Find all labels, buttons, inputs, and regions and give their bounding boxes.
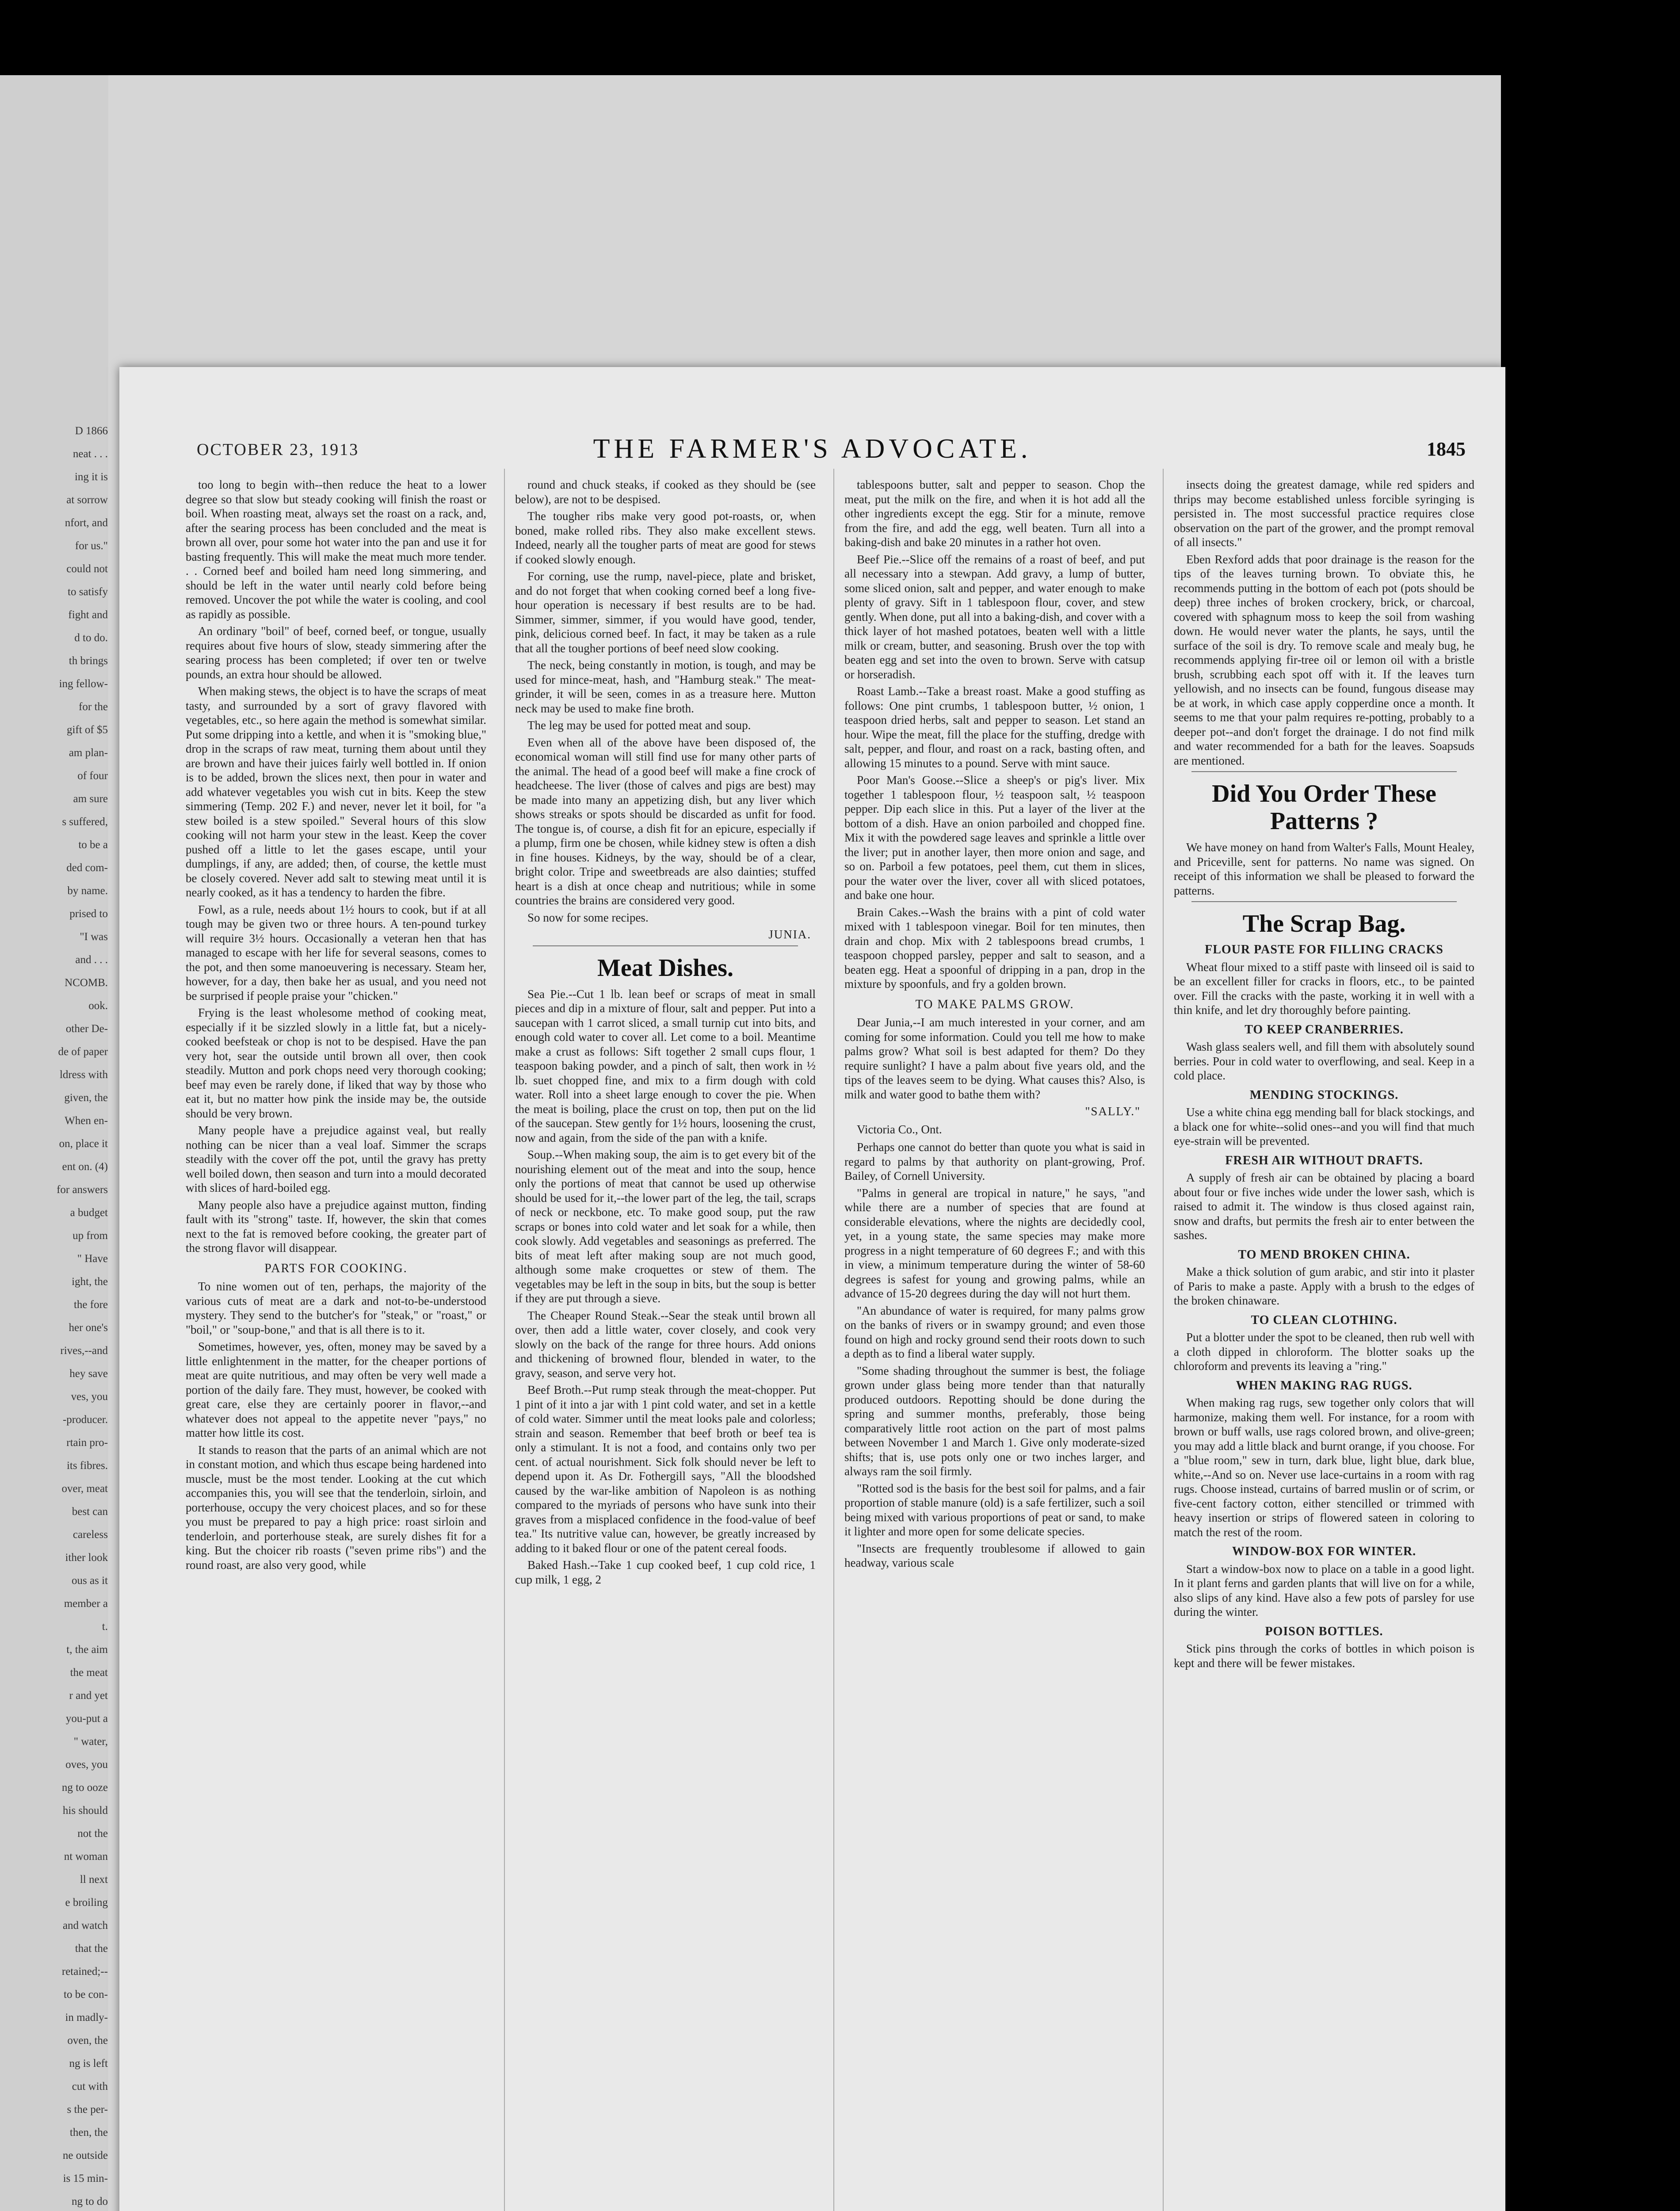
divider: [1191, 771, 1457, 772]
divider: [533, 945, 798, 946]
paragraph: too long to begin with--then reduce the heat to a lower degree so that slow but steady cooking will finish the roast or boil. When roasting meat, always set the roast on a rack, and, after the searing process has been concluded and the meat is brown all over, pour some hot water into the pan and use it for basting frequently. This will make the meat much more tender. . . Corned beef and boiled ham need long simmering, and should be left in the water until nearly cold before being removed. Uncover the pot while the water is cooling, and cool as rapidly as possible.: [186, 478, 486, 621]
paragraph: Many people have a prejudice against veal, but really nothing can be nicer than a veal loaf. Simmer the scraps steadily with the cover off the pot, until the gravy has pretty well boiled down, then season and turn into a mould decorated with slices of hard-boiled egg.: [186, 1124, 486, 1194]
fragment-line: ight, the: [72, 1276, 108, 1288]
fragment-line: the meat: [70, 1667, 108, 1679]
paragraph: Sometimes, however, yes, often, money may be saved by a little enlightenment in the matter, for the cheaper portions of meat are quite nutritious, and may often be very well made a portion of the daily fare. They must, however, be cooked with great care, else they are certainly poorer in flavor,--and whatever does not appeal to the appetite never "pays," no matter how little its cost.: [186, 1340, 486, 1439]
fragment-line: the fore: [73, 1299, 108, 1311]
fragment-line: in madly-: [65, 2012, 108, 2024]
paragraph: Eben Rexford adds that poor drainage is the reason for the tips of the leaves turning brown. To obviate this, he recommends putting in the bottom of each pot (pots should be deep) three inches of broken crockery, brick, or charcoal, covered with sphagnum moss to keep the soil from washing down. He would never water the plants, he says, until the surface of the soil is dry. To remove scale and mealy bug, he recommends applying fir-tree oil or lemon oil with a bristle brush, scrubbing each spot off with it. If the leaves turn yellowish, and no insects can be found, fungous disease may be at work, in which case apply copperdine once a month. It seems to me that your palm requires re-potting, probably to a deeper pot--and don't forget the drainage. I do not find milk and water recommended for a bath for the leaves. Soapsuds are mentioned.: [1174, 552, 1474, 767]
fragment-line: member a: [64, 1598, 108, 1610]
scrap-item-text: Start a window-box now to place on a table in a good light. In it plant ferns and garden plants that will live on for a while, also slips of any kind. Have also a few pots of parsley for use during the winter.: [1174, 1562, 1474, 1618]
fragment-line: t.: [102, 1621, 108, 1633]
fragment-line: s the per-: [67, 2104, 108, 2115]
fragment-line: ng to do: [72, 2196, 108, 2207]
fragment-line: th brings: [69, 655, 108, 667]
fragment-line: r and yet: [69, 1690, 108, 1702]
fragment-line: "I was: [80, 931, 108, 943]
paragraph: Roast Lamb.--Take a breast roast. Make a good stuffing as follows: One pint crumbs, 1 tablespoon butter, ½ onion, 1 teaspoon dried herbs, salt and pepper to season. Let stand an hour. Wipe the meat, fill the place for the stuffing, dredge with salt, pepper, and flour, and roast on a rack, basting often, and allowing 15 minutes to a pound. Serve with mint sauce.: [844, 685, 1145, 770]
scrap-item-text: Put a blotter under the spot to be cleaned, then rub well with a cloth dipped in chloroform. The blotter soaks up the chloroform and prevents its leaving a "ring.": [1174, 1331, 1474, 1373]
section-heading: Did You Order These Patterns ?: [1212, 780, 1436, 835]
scrap-item-title: TO KEEP CRANBERRIES.: [1245, 1022, 1404, 1037]
paragraph: Soup.--When making soup, the aim is to get every bit of the nourishing element out of the meat and into the soup, hence only the portions of meat that cannot be used up otherwise should be used for it,--the lower part of the leg, the tail, scraps of neck or neckbone, etc. To make good soup, put the raw scraps or bones into cold water and let soak for a while, then cook slowly. Add vegetables and seasonings as preferred. The bits of meat left after making soup are not much good, although some make croquettes or stew of them. The vegetables may be left in the soup in bits, but the soup is better if they are put through a sieve.: [515, 1148, 816, 1305]
scrap-item-title: TO MEND BROKEN CHINA.: [1238, 1247, 1410, 1262]
col4-paragraphs-2: [1174, 840, 1474, 898]
paragraph: To nine women out of ten, perhaps, the majority of the various cuts of meat are a dark and not-to-be-understood mystery. They send to the butcher's for "steak," or "roast," or "boil," or "soup-bone," and that is all there is to it.: [186, 1280, 486, 1336]
fragment-line: ing fellow-: [59, 678, 108, 690]
scrap-item-text: Stick pins through the corks of bottles in which poison is kept and there will be fewer mistakes.: [1174, 1642, 1474, 1670]
paragraph: The leg may be used for potted meat and soup.: [527, 719, 751, 732]
scrap-item-text: Use a white china egg mending ball for black stockings, and a black one for white--solid ones--and you will find that much eye-strain will be prevented.: [1174, 1106, 1474, 1148]
paragraph: The Cheaper Round Steak.--Sear the steak until brown all over, then add a little water, cover closely, and cook very slowly on the back of the range for three hours. Add onions and thickening of browned flour, blended in water, to the gravy, season, and serve very hot.: [515, 1308, 816, 1380]
col4-paragraphs: [1174, 478, 1474, 768]
fragment-line: oves, you: [65, 1759, 108, 1771]
column-rule: [833, 469, 834, 2211]
paragraph: The tougher ribs make very good pot-roasts, or, when boned, make rolled ribs. They also make excellent stews. Indeed, nearly all the tougher parts of meat are good for stews if cooked slowly enough.: [515, 509, 816, 566]
fragment-line: retained;--: [61, 1966, 108, 1978]
fragment-line: s suffered,: [62, 816, 108, 828]
col2-paragraphs: [515, 478, 816, 925]
fragment-line: given, the: [64, 1092, 108, 1104]
section-heading: Meat Dishes.: [597, 954, 733, 982]
column-2: [515, 478, 816, 1589]
fragment-line: by name.: [67, 885, 108, 897]
section-subhead: PARTS FOR COOKING.: [264, 1261, 408, 1275]
fragment-line: could not: [66, 563, 108, 575]
paragraph: Perhaps one cannot do better than quote you what is said in regard to palms by that authority on plant-growing, Prof. Bailey, of Cornell University.: [844, 1140, 1145, 1182]
paragraph: When making stews, the object is to have the scraps of meat tasty, and surrounded by a sort of gravy flavored with vegetables, etc., so here again the method is somewhat similar. Put some dripping into a kettle, and when it is "smoking blue," drop in the scraps of raw meat, turning them about until they are brown and have their juices fairly well bottled in. If onion is to be added, brown the slices next, then pour in water and add whatever vegetables you wish cut in bits. Keep the stew simmering (Temp. 202 F.) and never, never let it boil, for "a stew boiled is a stew spoiled." Several hours of this slow cooking will not harm your stew in the least. Keep the cover pushed off a little to let the gases escape, until your dumplings, if any, are added; then, of course, the kettle must be closely covered. Never add salt to stewing meat until it is nearly cooked, as it has a tendency to harden the fibre.: [186, 685, 486, 899]
paragraph: Poor Man's Goose.--Slice a sheep's or pig's liver. Mix together 1 tablespoon flour, ½ teaspoon salt, ½ teaspoon pepper. Dip each slice in this. Put a layer of the liver at the bottom of a dish. Have an onion parboiled and chopped fine. Mix it with the powdered sage leaves and sprinkle a little over the liver; put in another layer, then more onion and sage, and so on. Parboil a few potatoes, peel them, cut them in slices, pour the water over the liver, cover all with sliced potatoes, and bake one hour.: [844, 773, 1145, 902]
scrap-item-text: Wash glass sealers well, and fill them with absolutely sound berries. Pour in cold water to overflowing, and seal. Keep in a cold place.: [1174, 1040, 1474, 1082]
fragment-line: -producer.: [62, 1414, 108, 1426]
paragraph: "Palms in general are tropical in nature," he says, "and while there are a number of species that are found at considerable elevations, where the nights are decidedly cool, yet, in a young state, the same species may make more progress in a night temperature of 60 degrees F.; and with this in view, a minimum temperature during the winter of 58-60 degrees is safest for young and growing palms, while an advance of 15-20 degrees during the day will not hurt them.: [844, 1186, 1145, 1300]
paragraph: Many people also have a prejudice against mutton, finding fault with its "strong" taste. If, however, the skin that comes next to the fat is removed before cooking, the greater part of the strong flavor will disappear.: [186, 1198, 486, 1255]
fragment-line: then, the: [69, 2127, 108, 2138]
paragraph: Fowl, as a rule, needs about 1½ hours to cook, but if at all tough may be given two or three hours. A ten-pound turkey will require 3½ hours. Occasionally a veteran hen that has managed to escape with her life for several seasons, comes to the pot, and then some manoeuvering is necessary. Steam her, however, for a day, then bake her as usual, and you need not be surprised if people praise your "chicken.": [186, 903, 486, 1002]
fragment-line: of four: [77, 770, 108, 782]
fragment-line: ll next: [80, 1874, 108, 1886]
fragment-line: de of paper: [58, 1046, 108, 1058]
paragraph: Even when all of the above have been disposed of, the economical woman will still find use for many other parts of the animal. The head of a good beef will make a fine crock of headcheese. The liver (those of calves and pigs are best) may be made into many an appetizing dish, but any liver which shows streaks or spots should be discarded as unfit for food. The tongue is, of course, a dish fit for an epicure, especially if a plump, firm one be chosen, while kidney stew is often a dish in fine houses. Kidneys, by the way, should be of a clear, bright color. Tripe and sweetbreads are also dainties; stuffed heart is a dish at once cheap and nutritious; while in some countries the brains are considered very good.: [515, 735, 816, 907]
fragment-line: up from: [73, 1230, 108, 1242]
page-number: 1845: [1427, 438, 1466, 460]
fragment-line: " water,: [73, 1736, 108, 1748]
fragment-line: am sure: [73, 793, 108, 805]
column-1: [186, 478, 486, 1575]
fragment-line: ook.: [88, 1000, 108, 1012]
fragment-line: am plan-: [69, 747, 108, 759]
fragment-line: rtain pro-: [66, 1437, 108, 1449]
left-page-fragment: [0, 75, 111, 2211]
issue-date: OCTOBER 23, 1913: [197, 440, 359, 459]
fragment-line: that the: [75, 1943, 108, 1955]
scrap-item-title: TO CLEAN CLOTHING.: [1251, 1313, 1397, 1327]
fragment-line: When en-: [65, 1115, 108, 1127]
paragraph: "Some shading throughout the summer is best, the foliage grown under glass being more tender than that naturally produced outdoors. Repotting should be done during the spring and summer months, preferably, those being comparatively little root action on the part of most palms between November 1 and March 1. Give only moderate-sized shifts; that is, use pots only one or two inches larger, and always ram the soil firmly.: [844, 1364, 1145, 1478]
fragment-line: ing it is: [74, 471, 108, 483]
fragment-line: oven, the: [67, 2035, 108, 2047]
page-header: [119, 433, 1505, 469]
paragraph: Baked Hash.--Take 1 cup cooked beef, 1 cup cold rice, 1 cup milk, 1 egg, 2: [515, 1558, 816, 1586]
section-heading: The Scrap Bag.: [1242, 910, 1406, 937]
fragment-line: to be con-: [64, 1989, 108, 2001]
paragraph: An ordinary "boil" of beef, corned beef, or tongue, usually requires about five hours of slow, steady simmering after the searing process has been completed; if over ten or twelve pounds, an extra hour should be allowed.: [186, 624, 486, 681]
fragment-line: ded com-: [66, 862, 108, 874]
fragment-line: ldress with: [59, 1069, 108, 1081]
fragment-line: over, meat: [61, 1483, 108, 1495]
scrap-item-title: MENDING STOCKINGS.: [1249, 1088, 1399, 1102]
scrap-item-text: Make a thick solution of gum arabic, and stir into it plaster of Paris to make a paste. Apply with a brush to the edges of the broken chinaware.: [1174, 1265, 1474, 1307]
fragment-line: rives,--and: [60, 1345, 108, 1357]
paragraph: insects doing the greatest damage, while red spiders and thrips may become established unless forcible syringing is persisted in. The most successful practice requires close observation on the part of the grower, and the prompt removal of all insects.": [1174, 478, 1474, 549]
fragment-line: other De-: [65, 1023, 108, 1035]
section-subhead: TO MAKE PALMS GROW.: [915, 997, 1074, 1011]
fragment-line: you-put a: [65, 1713, 108, 1725]
fragment-line: nfort, and: [65, 517, 108, 529]
paragraph: The neck, being constantly in motion, is tough, and may be used for mince-meat, hash, and "Hamburg steak." The meat-grinder, it will be seen, comes in as a treasure here. Mutton neck may be used to make fine broth.: [515, 658, 816, 715]
fragment-line: a budget: [70, 1207, 108, 1219]
scrap-item-title: POISON BOTTLES.: [1265, 1624, 1383, 1638]
fragment-line: best can: [72, 1506, 108, 1518]
fragment-line: to be a: [78, 839, 108, 851]
fragment-line: d to do.: [74, 632, 108, 644]
paragraph: "An abundance of water is required, for many palms grow on the banks of rivers or in swampy ground; and even those found on high and rocky ground send their roots down to such a depth as to find a liberal water supply.: [844, 1304, 1145, 1360]
column-rule: [1163, 469, 1164, 2211]
fragment-line: ves, you: [71, 1391, 108, 1403]
fragment-line: ous as it: [72, 1575, 108, 1587]
paragraph: So now for some recipes.: [527, 910, 649, 924]
scrap-bag-items: [1174, 943, 1474, 1670]
paragraph: It stands to reason that the parts of an animal which are not in constant motion, and which thus escape being hardened into muscle, must be the most tender. Looking at the cut which accompanies this, you will see that the tenderloin, sirloin, and porterhouse, occupy the very choicest places, and so for these you must be prepared to pay a high price: roast sirloin and tenderloin, and porterhouse steak, are surely dishes fit for a king. But the choicer rib roasts ("seven prime ribs") and the round roast, are also very good, while: [186, 1443, 486, 1572]
paragraph: Beef Broth.--Put rump steak through the meat-chopper. Put 1 pint of it into a jar with 1 pint cold water, and set in a kettle of cold water. Simmer until the meat looks pale and colorless; strain and season. Remember that beef broth or beef tea is only a stimulant. It is not a food, and contains only two per cent. of actual nourishment. Sick folk should never be left to depend upon it. As Dr. Fothergill says, "All the bloodshed caused by the war-like ambition of Napoleon is as nothing compared to the myriads of persons who have sunk into their graves from a misplaced confidence in the food-value of beef tea." Its nutritive value can, however, be greatly increased by adding to it baked flour or one of the patent cereal foods.: [515, 1383, 816, 1555]
paragraph: Sea Pie.--Cut 1 lb. lean beef or scraps of meat in small pieces and dip in a mixture of flour, salt and pepper. Put into a saucepan with 1 carrot sliced, a small turnip cut into bits, and enough cold water to cover all. Let come to a boil. Meantime make a crust as follows: Sift together 2 small cups flour, 1 teaspoon baking powder, and a pinch of salt, then work in ½ lb. suet chopped fine, and mix to a firm dough with cold water. Roll into a sheet large enough to cover the pie. When the meat is boiling, place the crust on top, then put on the lid of the saucepan. Stew gently for 1½ hours, loosening the crust, now and again, from the side of the pan with a knife.: [515, 987, 816, 1144]
fragment-line: " Have: [77, 1253, 108, 1265]
column-4: [1174, 478, 1474, 1673]
newspaper-page: [119, 367, 1505, 2211]
letter-signature: "SALLY.": [1085, 1105, 1141, 1118]
fragment-line: is 15 min-: [63, 2173, 108, 2184]
col2-paragraphs-2: [515, 987, 816, 1587]
fragment-line: t, the aim: [66, 1644, 108, 1656]
scrap-item-title: FRESH AIR WITHOUT DRAFTS.: [1225, 1153, 1423, 1167]
col1-paragraphs-2: [186, 1279, 486, 1572]
letter-location: Victoria Co., Ont.: [857, 1122, 942, 1136]
fragment-line: ent on. (4): [62, 1161, 108, 1173]
paragraph: round and chuck steaks, if cooked as they should be (see below), are not to be despised.: [515, 478, 816, 506]
fragment-line: for answers: [57, 1184, 108, 1196]
fragment-line: not the: [77, 1828, 108, 1840]
fragment-line: and . . .: [75, 954, 108, 966]
fragment-line: ng is left: [69, 2058, 108, 2069]
fragment-line: neat . . .: [73, 448, 108, 460]
fragment-line: ither look: [65, 1552, 108, 1564]
paragraph: Beef Pie.--Slice off the remains of a roast of beef, and put all necessary into a stewpan. Add gravy, a lump of butter, some sliced onion, salt and pepper, and water enough to make plenty of gravy. Sift in 1 tablespoon flour, cover, and stew gently. When done, put all into a baking-dish, and cover with a thick layer of hot mashed potatoes, beaten well with a little milk or cream, butter, and seasoning. Brush over the top with beaten egg and set into the oven to brown. Serve with catsup or horseradish.: [844, 552, 1145, 681]
author-signature: JUNIA.: [768, 928, 811, 941]
fragment-line: gift of $5: [66, 724, 108, 736]
fragment-line: ng to ooze: [61, 1782, 108, 1794]
column-rule: [504, 469, 505, 2211]
fragment-line: D 1866: [75, 425, 108, 437]
fragment-line: at sorrow: [66, 494, 108, 506]
paragraph: "Insects are frequently troublesome if allowed to gain headway, various scale: [844, 1542, 1145, 1569]
col3-letter: [844, 1015, 1145, 1102]
paragraph: Dear Junia,--I am much interested in your corner, and am coming for some information. Could you tell me how to make palms grow? What soil is best adapted for them? Do they require sunlight? I have a palm about five years old, and the tips of the leaves seem to be dying. What causes this? Also, is milk and water good to bathe them with?: [844, 1016, 1145, 1101]
fragment-line: cut with: [72, 2081, 108, 2092]
scrap-item-text: A supply of fresh air can be obtained by placing a board about four or five inches wide under the lower sash, which is raised to admit it. The window is thus closed against rain, snow and drafts, but permits the fresh air to enter between the sashes.: [1174, 1171, 1474, 1242]
col3-paragraphs: [844, 478, 1145, 991]
fragment-line: to satisfy: [68, 586, 108, 598]
fragment-line: for the: [79, 701, 108, 713]
paragraph: For corning, use the rump, navel-piece, plate and brisket, and do not forget that when cooking corned beef a long five-hour operation is necessary if best results are to be had. Simmer, simmer, simmer, if you would have good, tender, pink, delicious corned beef. In fact, it may be taken as a rule that all the tougher portions of beef need slow cooking.: [515, 570, 816, 655]
fragment-line: for us.": [75, 540, 108, 552]
paragraph: "Rotted sod is the basis for the best soil for palms, and a fair proportion of stable manure (old) is a safe fertilizer, such a soil being mixed with various proportions of peat or sand, to make it lighter and more open for some delicate species.: [844, 1481, 1145, 1538]
divider: [1191, 901, 1457, 902]
masthead-title: THE FARMER'S ADVOCATE.: [593, 434, 1032, 464]
paragraph: Brain Cakes.--Wash the brains with a pint of cold water mixed with 1 tablespoon vinegar. Boil for ten minutes, then drain and chop. Mix with 2 tablespoons bread crumbs, 1 teaspoon chopped parsley, pepper and salt to season, and a beaten egg. Heat a spoonful of dripping in a pan, drop in the mixture by spoonfuls, and fry a golden brown.: [844, 905, 1145, 991]
fragment-line: its fibres.: [66, 1460, 108, 1472]
fragment-line: on, place it: [59, 1138, 108, 1150]
paragraph: We have money on hand from Walter's Falls, Mount Healey, and Priceville, sent for patterns. No name was signed. On receipt of this information we shall be pleased to forward the patterns.: [1174, 841, 1474, 897]
fragment-line: e broiling: [65, 1897, 108, 1909]
col3-paragraphs-3: [844, 1140, 1145, 1570]
scrap-item-title: FLOUR PASTE FOR FILLING CRACKS: [1205, 943, 1443, 956]
column-3: [844, 478, 1145, 1573]
scrap-item-title: WHEN MAKING RAG RUGS.: [1236, 1378, 1413, 1392]
fragment-line: prised to: [69, 908, 108, 920]
fragment-line: nt woman: [64, 1851, 108, 1863]
fragment-line: hey save: [69, 1368, 108, 1380]
fragment-line: careless: [73, 1529, 108, 1541]
fragment-line: fight and: [68, 609, 108, 621]
scrap-item-text: Wheat flour mixed to a stiff paste with linseed oil is said to be an excellent filler for cracks in floors, etc., to be painted over. Fill the cracks with the paste, working it in well with a thin knife, and let dry thoroughly before painting.: [1174, 960, 1474, 1017]
paragraph: tablespoons butter, salt and pepper to season. Chop the meat, put the milk on the fire, and when it is hot add all the other ingredients except the egg. Stir for a minute, remove from the fire, and add the egg, well beaten. Turn all into a baking-dish and bake 20 minutes in a rather hot oven.: [844, 478, 1145, 549]
fragment-line: ne outside: [62, 2150, 108, 2161]
fragment-line: and watch: [62, 1920, 108, 1932]
fragment-line: her one's: [69, 1322, 108, 1334]
fragment-line: his should: [62, 1805, 108, 1817]
fragment-line: NCOMB.: [65, 977, 108, 989]
col1-paragraphs: [186, 478, 486, 1255]
scrap-item-title: WINDOW-BOX FOR WINTER.: [1232, 1545, 1417, 1558]
scrap-item-text: When making rag rugs, sew together only colors that will harmonize, making them well. For instance, for a room with brown or buff walls, use rags colored brown, and olive-green; you may add a little black and burnt orange, if you choose. For a "blue room," sew in turn, dark blue, light blue, dark blue, white,--And so on. Never use lace-curtains in a room with rag rugs. Choose instead, curtains of barred muslin or of scrim, or five-cent factory cotton, either stencilled or trimmed with heavy insertion or strips of flowered sateen in coloring to match the rest of the room.: [1174, 1396, 1474, 1539]
paragraph: Frying is the least wholesome method of cooking meat, especially if it be sizzled slowly in a little fat, but a nicely-cooked beefsteak or chop is not to be despised. Have the pan very hot, sear the outside until brown all over, then cook steadily. Mutton and pork chops need very thorough cooking; beef may even be rarely done, if liked that way by those who eat it, but no matter how pink the inside may be, the outside should be very brown.: [186, 1006, 486, 1120]
